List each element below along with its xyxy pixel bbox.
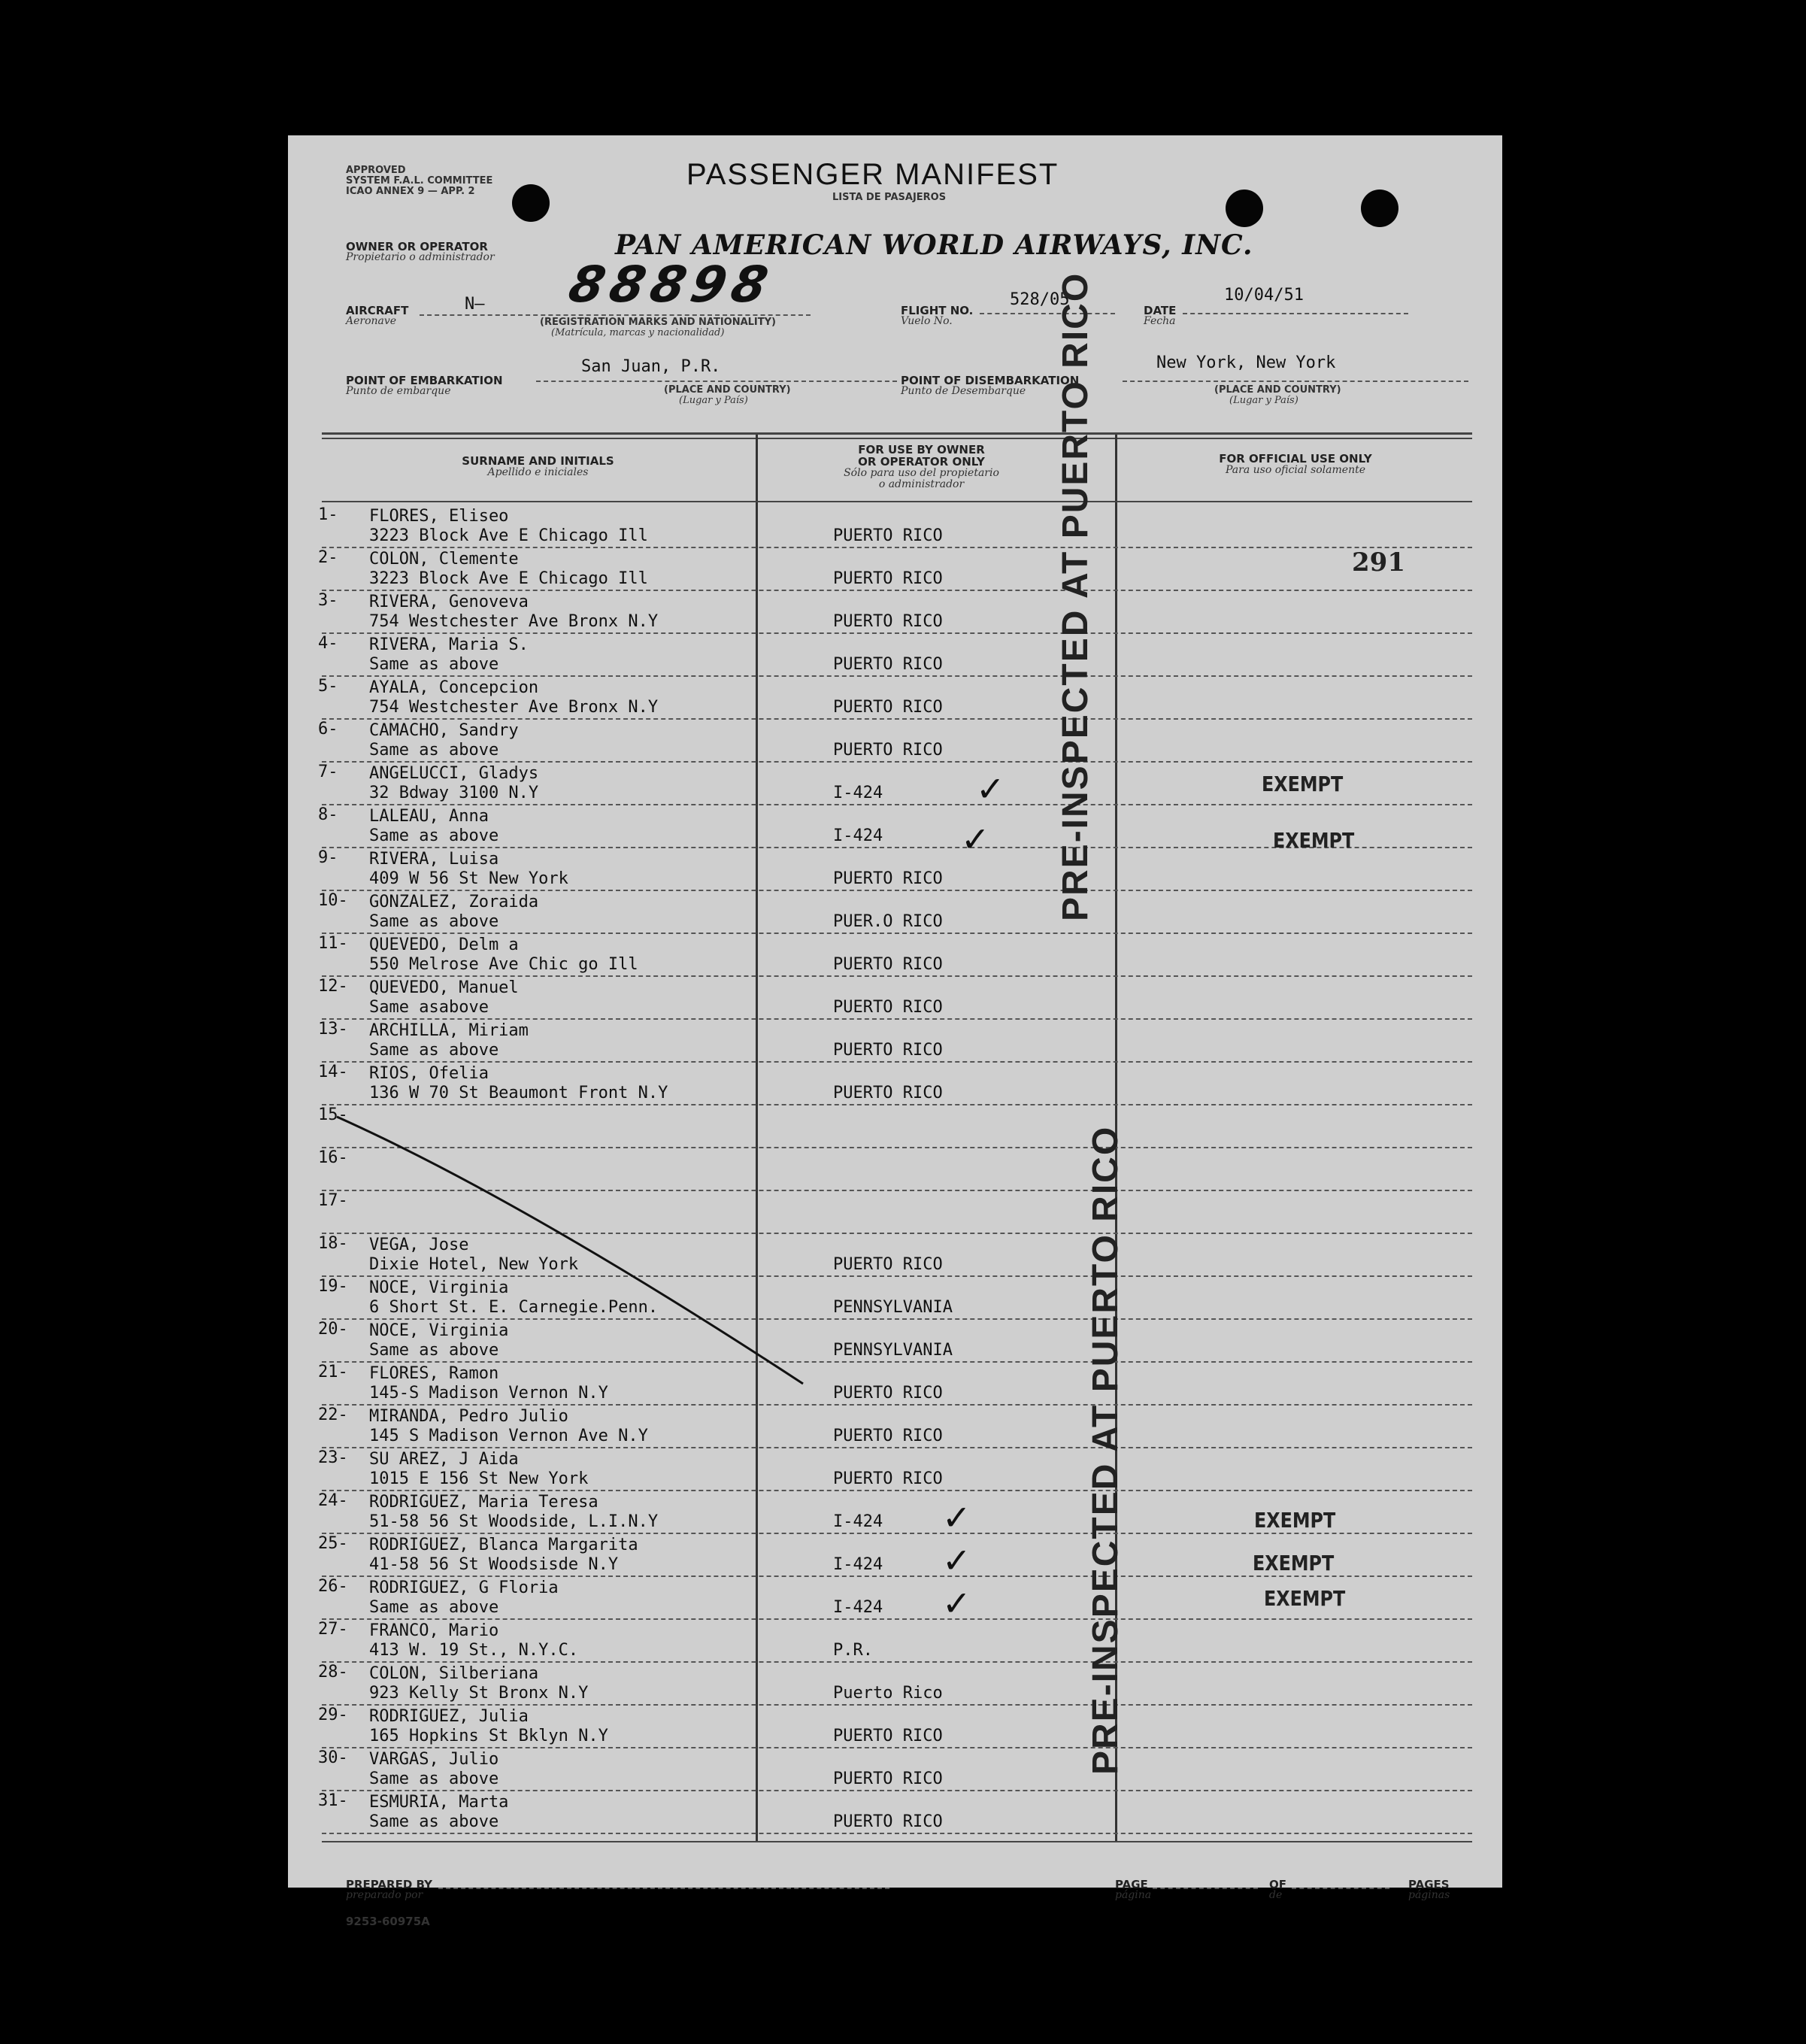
row-number: 25- bbox=[318, 1534, 348, 1553]
row-separator bbox=[322, 547, 1472, 548]
row-separator bbox=[322, 804, 1472, 805]
row-separator bbox=[322, 1104, 1472, 1105]
row-number: 7- bbox=[318, 763, 338, 781]
official-exempt-mark: EXEMPT bbox=[1273, 828, 1355, 853]
row-number: 27- bbox=[318, 1620, 348, 1639]
passenger-address: 145-S Madison Vernon N.Y bbox=[369, 1384, 608, 1403]
row-separator bbox=[322, 1404, 1472, 1406]
passenger-origin: PUERTO RICO bbox=[833, 698, 943, 717]
passenger-address: Same as above bbox=[369, 826, 499, 845]
registration-note: (REGISTRATION MARKS AND NATIONALITY) bbox=[540, 317, 776, 328]
row-separator bbox=[322, 1490, 1472, 1491]
flight-label-es: Vuelo No. bbox=[901, 315, 953, 327]
passenger-origin: PUERTO RICO bbox=[833, 869, 943, 888]
row-separator bbox=[322, 1661, 1472, 1663]
column-header-operator-line1: FOR USE BY OWNER bbox=[858, 443, 985, 456]
header-bottom-border bbox=[322, 501, 1472, 502]
check-mark-icon: ✓ bbox=[942, 1540, 971, 1581]
disembark-place-note-es: (Lugar y País) bbox=[1229, 395, 1298, 406]
column-header-operator bbox=[758, 444, 1085, 490]
column-header-surname bbox=[322, 455, 754, 478]
row-number: 2- bbox=[318, 548, 338, 567]
passenger-name: RODRIGUEZ, Maria Teresa bbox=[369, 1493, 598, 1512]
row-number: 19- bbox=[318, 1277, 348, 1296]
page-label: PAGE bbox=[1115, 1878, 1148, 1891]
passenger-name: NOCE, Virginia bbox=[369, 1278, 509, 1297]
passenger-name: ESMURIA, Marta bbox=[369, 1793, 509, 1812]
of-underline bbox=[1292, 1888, 1389, 1889]
passenger-address: Same as above bbox=[369, 1598, 499, 1617]
disembarkation-label: POINT OF DISEMBARKATION bbox=[901, 374, 1080, 387]
passenger-origin: Puerto Rico bbox=[833, 1684, 943, 1703]
passenger-address: 3223 Block Ave E Chicago Ill bbox=[369, 526, 648, 545]
table-top-border bbox=[322, 432, 1472, 435]
row-number: 8- bbox=[318, 805, 338, 824]
page-underline bbox=[1153, 1888, 1258, 1889]
row-separator bbox=[322, 675, 1472, 677]
passenger-name: RIVERA, Maria S. bbox=[369, 635, 529, 654]
passenger-origin: PUERTO RICO bbox=[833, 1469, 943, 1488]
check-mark-icon: ✓ bbox=[976, 769, 1005, 809]
table-bottom-border bbox=[322, 1841, 1472, 1842]
passenger-name: RODRIGUEZ, G Floria bbox=[369, 1578, 559, 1597]
aircraft-label: AIRCRAFT bbox=[346, 304, 409, 317]
check-mark-icon: ✓ bbox=[942, 1497, 971, 1538]
passenger-name: LALEAU, Anna bbox=[369, 807, 489, 826]
cross-out-line bbox=[333, 1113, 814, 1399]
row-number: 28- bbox=[318, 1663, 348, 1682]
pages-label: PAGES bbox=[1408, 1878, 1450, 1891]
check-mark-icon: ✓ bbox=[942, 1583, 971, 1624]
row-separator bbox=[322, 1575, 1472, 1577]
of-label: OF bbox=[1269, 1878, 1286, 1891]
passenger-name: FLORES, Ramon bbox=[369, 1364, 499, 1383]
passenger-name: VEGA, Jose bbox=[369, 1236, 469, 1254]
passenger-origin: I-424 bbox=[833, 1598, 883, 1617]
passenger-address: 32 Bdway 3100 N.Y bbox=[369, 784, 539, 802]
passenger-address: 1015 E 156 St New York bbox=[369, 1469, 589, 1488]
passenger-origin: PUERTO RICO bbox=[833, 612, 943, 631]
embarkation-underline bbox=[536, 381, 897, 382]
passenger-address: 165 Hopkins St Bklyn N.Y bbox=[369, 1727, 608, 1745]
row-number: 6- bbox=[318, 720, 338, 738]
row-number: 14- bbox=[318, 1063, 348, 1081]
date-label-es: Fecha bbox=[1144, 315, 1176, 327]
column-header-surname-label: SURNAME AND INITIALS bbox=[462, 454, 614, 468]
row-number: 23- bbox=[318, 1448, 348, 1467]
passenger-origin: PUERTO RICO bbox=[833, 1255, 943, 1274]
passenger-name: VARGAS, Julio bbox=[369, 1750, 499, 1769]
column-header-operator-es1: Sólo para uso del propietario bbox=[844, 467, 999, 479]
pre-inspected-stamp-lower: PRE-INSPECTED AT PUERTO RICO bbox=[1086, 1125, 1126, 1775]
passenger-address: Same as above bbox=[369, 655, 499, 674]
row-number: 12- bbox=[318, 977, 348, 996]
passenger-name: COLON, Silberiana bbox=[369, 1664, 539, 1683]
prepared-by-label-es: preparado por bbox=[346, 1889, 423, 1901]
prepared-by-underline bbox=[438, 1888, 889, 1889]
row-separator bbox=[322, 1618, 1472, 1620]
passenger-address: Dixie Hotel, New York bbox=[369, 1255, 579, 1274]
pages-label-es: páginas bbox=[1408, 1889, 1450, 1901]
passenger-origin: PUERTO RICO bbox=[833, 1812, 943, 1831]
passenger-name: QUEVEDO, Manuel bbox=[369, 978, 519, 997]
row-number: 22- bbox=[318, 1406, 348, 1424]
passenger-name: ARCHILLA, Miriam bbox=[369, 1021, 529, 1040]
passenger-name: RIOS, Ofelia bbox=[369, 1064, 489, 1083]
column-header-official-label-es: Para uso oficial solamente bbox=[1226, 464, 1365, 476]
row-number: 31- bbox=[318, 1791, 348, 1810]
passenger-address: 51-58 56 St Woodside, L.I.N.Y bbox=[369, 1512, 659, 1531]
page-label-es: página bbox=[1115, 1889, 1152, 1901]
passenger-name: RODRIGUEZ, Julia bbox=[369, 1707, 529, 1726]
row-separator bbox=[322, 1704, 1472, 1706]
row-separator bbox=[322, 632, 1472, 634]
row-separator bbox=[322, 761, 1472, 763]
passenger-name: COLON, Clemente bbox=[369, 550, 519, 569]
row-separator bbox=[322, 1833, 1472, 1834]
column-header-operator-line2: OR OPERATOR ONLY bbox=[858, 455, 985, 469]
official-exempt-mark: EXEMPT bbox=[1253, 1551, 1335, 1575]
approval-line-2: SYSTEM F.A.L. COMMITTEE bbox=[346, 175, 493, 187]
passenger-origin: PUERTO RICO bbox=[833, 1770, 943, 1788]
row-number: 24- bbox=[318, 1491, 348, 1510]
punch-hole-right bbox=[1361, 190, 1398, 227]
disembarkation-value: New York, New York bbox=[1156, 353, 1336, 372]
aircraft-registration: 88898 bbox=[563, 256, 779, 314]
official-exempt-mark: EXEMPT bbox=[1254, 1508, 1336, 1533]
passenger-origin: PUERTO RICO bbox=[833, 1727, 943, 1745]
passenger-address: 550 Melrose Ave Chic go Ill bbox=[369, 955, 638, 974]
passenger-origin: PENNSYLVANIA bbox=[833, 1341, 953, 1360]
row-number: 3- bbox=[318, 591, 338, 610]
row-separator bbox=[322, 718, 1472, 720]
passenger-name: QUEVEDO, Delm a bbox=[369, 936, 519, 954]
approval-line-3: ICAO ANNEX 9 — APP. 2 bbox=[346, 186, 475, 197]
row-number: 16- bbox=[318, 1148, 348, 1167]
disembark-place-note: (PLACE AND COUNTRY) bbox=[1214, 384, 1341, 396]
passenger-address: Same as above bbox=[369, 1341, 499, 1360]
row-number: 21- bbox=[318, 1363, 348, 1381]
aircraft-label-es: Aeronave bbox=[346, 315, 397, 327]
official-count: 291 bbox=[1352, 547, 1405, 578]
passenger-address: 754 Westchester Ave Bronx N.Y bbox=[369, 612, 659, 631]
passenger-origin: PUERTO RICO bbox=[833, 569, 943, 588]
passenger-origin: PUERTO RICO bbox=[833, 1084, 943, 1102]
row-number: 30- bbox=[318, 1748, 348, 1767]
owner-label-es: Propietario o administrador bbox=[346, 251, 495, 263]
passenger-address: Same as above bbox=[369, 741, 499, 760]
row-separator bbox=[322, 1447, 1472, 1448]
passenger-name: GONZALEZ, Zoraida bbox=[369, 893, 539, 911]
row-number: 18- bbox=[318, 1234, 348, 1253]
row-number: 1- bbox=[318, 505, 338, 524]
passenger-address: 409 W 56 St New York bbox=[369, 869, 568, 888]
passenger-name: AYALA, Concepcion bbox=[369, 678, 539, 697]
manifest-sheet bbox=[288, 135, 1502, 1928]
row-number: 4- bbox=[318, 634, 338, 653]
passenger-origin: PUERTO RICO bbox=[833, 1427, 943, 1445]
passenger-address: Same as above bbox=[369, 1770, 499, 1788]
row-separator bbox=[322, 890, 1472, 891]
passenger-origin: PUER.O RICO bbox=[833, 912, 943, 931]
row-separator bbox=[322, 1061, 1472, 1063]
passenger-name: CAMACHO, Sandry bbox=[369, 721, 519, 740]
date-label: DATE bbox=[1144, 304, 1177, 317]
date-underline bbox=[1183, 313, 1408, 314]
passenger-origin: PENNSYLVANIA bbox=[833, 1298, 953, 1317]
column-header-surname-label-es: Apellido e iniciales bbox=[487, 466, 589, 478]
passenger-origin: PUERTO RICO bbox=[833, 955, 943, 974]
row-number: 15- bbox=[318, 1105, 348, 1124]
column-header-operator-es2: o administrador bbox=[878, 478, 965, 490]
row-number: 10- bbox=[318, 891, 348, 910]
official-exempt-mark: EXEMPT bbox=[1264, 1586, 1346, 1611]
passenger-origin: I-424 bbox=[833, 826, 883, 845]
table-top-border-2 bbox=[322, 438, 1472, 439]
passenger-address: Same as above bbox=[369, 912, 499, 931]
passenger-name: MIRANDA, Pedro Julio bbox=[369, 1407, 568, 1426]
passenger-address: Same asabove bbox=[369, 998, 489, 1017]
row-number: 11- bbox=[318, 934, 348, 953]
passenger-address: 136 W 70 St Beaumont Front N.Y bbox=[369, 1084, 668, 1102]
passenger-origin: PUERTO RICO bbox=[833, 1041, 943, 1060]
row-number: 29- bbox=[318, 1706, 348, 1724]
punch-hole-middle bbox=[1226, 190, 1263, 227]
row-number: 20- bbox=[318, 1320, 348, 1339]
passenger-address: 413 W. 19 St., N.Y.C. bbox=[369, 1641, 579, 1660]
of-label-es: de bbox=[1269, 1889, 1283, 1901]
row-number: 17- bbox=[318, 1191, 348, 1210]
flight-label: FLIGHT NO. bbox=[901, 304, 974, 317]
passenger-name: RODRIGUEZ, Blanca Margarita bbox=[369, 1536, 638, 1554]
passenger-name: FLORES, Eliseo bbox=[369, 507, 509, 526]
passenger-address: 6 Short St. E. Carnegie.Penn. bbox=[369, 1298, 659, 1317]
passenger-address: 145 S Madison Vernon Ave N.Y bbox=[369, 1427, 648, 1445]
prepared-by-label: PREPARED BY bbox=[346, 1878, 432, 1891]
passenger-origin: P.R. bbox=[833, 1641, 873, 1660]
page-subtitle: LISTA DE PASAJEROS bbox=[832, 192, 947, 203]
passenger-origin: PUERTO RICO bbox=[833, 998, 943, 1017]
passenger-name: ANGELUCCI, Gladys bbox=[369, 764, 539, 783]
embarkation-value: San Juan, P.R. bbox=[581, 357, 721, 376]
owner-label: OWNER OR OPERATOR bbox=[346, 240, 488, 253]
embark-place-note: (PLACE AND COUNTRY) bbox=[664, 384, 791, 396]
passenger-origin: PUERTO RICO bbox=[833, 1384, 943, 1403]
row-number: 9- bbox=[318, 848, 338, 867]
passenger-name: SU AREZ, J Aida bbox=[369, 1450, 519, 1469]
embarkation-label: POINT OF EMBARKATION bbox=[346, 374, 503, 387]
row-separator bbox=[322, 975, 1472, 977]
passenger-name: RIVERA, Genoveva bbox=[369, 593, 529, 611]
passenger-origin: PUERTO RICO bbox=[833, 741, 943, 760]
row-separator bbox=[322, 1533, 1472, 1534]
passenger-origin: PUERTO RICO bbox=[833, 655, 943, 674]
passenger-name: RIVERA, Luisa bbox=[369, 850, 499, 869]
row-separator bbox=[322, 590, 1472, 591]
passenger-origin: I-424 bbox=[833, 1555, 883, 1574]
row-number: 13- bbox=[318, 1020, 348, 1039]
passenger-origin: I-424 bbox=[833, 1512, 883, 1531]
passenger-address: 41-58 56 St Woodsisde N.Y bbox=[369, 1555, 619, 1574]
passenger-address: Same as above bbox=[369, 1041, 499, 1060]
airline-name: PAN AMERICAN WORLD AIRWAYS, INC. bbox=[615, 229, 1253, 261]
passenger-address: 754 Westchester Ave Bronx N.Y bbox=[369, 698, 659, 717]
flight-number: 528/05 bbox=[1010, 290, 1070, 309]
aircraft-prefix: N— bbox=[465, 295, 485, 314]
passenger-origin: PUERTO RICO bbox=[833, 526, 943, 545]
pre-inspected-stamp-upper: PRE-INSPECTED AT PUERTO RICO bbox=[1056, 271, 1095, 921]
flight-date: 10/04/51 bbox=[1224, 286, 1304, 305]
embarkation-label-es: Punto de embarque bbox=[346, 385, 451, 397]
punch-hole-left bbox=[512, 184, 550, 222]
registration-note-es: (Matrícula, marcas y nacionalidad) bbox=[551, 327, 725, 338]
disembarkation-label-es: Punto de Desembarque bbox=[901, 385, 1026, 397]
approval-block bbox=[346, 165, 492, 197]
row-separator bbox=[322, 933, 1472, 934]
embark-place-note-es: (Lugar y País) bbox=[679, 395, 748, 406]
row-number: 26- bbox=[318, 1577, 348, 1596]
passenger-address: Same as above bbox=[369, 1812, 499, 1831]
passenger-origin: I-424 bbox=[833, 784, 883, 802]
row-number: 5- bbox=[318, 677, 338, 696]
passenger-address: 923 Kelly St Bronx N.Y bbox=[369, 1684, 589, 1703]
check-mark-icon: ✓ bbox=[961, 819, 990, 860]
disembarkation-underline bbox=[1123, 381, 1468, 382]
aircraft-underline bbox=[420, 314, 811, 316]
passenger-address: 3223 Block Ave E Chicago Ill bbox=[369, 569, 648, 588]
form-number: 9253-60975A bbox=[346, 1915, 430, 1928]
column-header-official bbox=[1119, 453, 1472, 476]
row-separator bbox=[322, 1018, 1472, 1020]
row-separator bbox=[322, 1790, 1472, 1791]
row-separator bbox=[322, 1747, 1472, 1748]
approval-line-1: APPROVED bbox=[346, 165, 406, 176]
passenger-name: NOCE, Virginia bbox=[369, 1321, 509, 1340]
official-exempt-mark: EXEMPT bbox=[1262, 772, 1344, 796]
page-title: PASSENGER MANIFEST bbox=[686, 158, 1059, 191]
passenger-name: FRANCO, Mario bbox=[369, 1621, 499, 1640]
column-header-official-label: FOR OFFICIAL USE ONLY bbox=[1219, 452, 1372, 466]
